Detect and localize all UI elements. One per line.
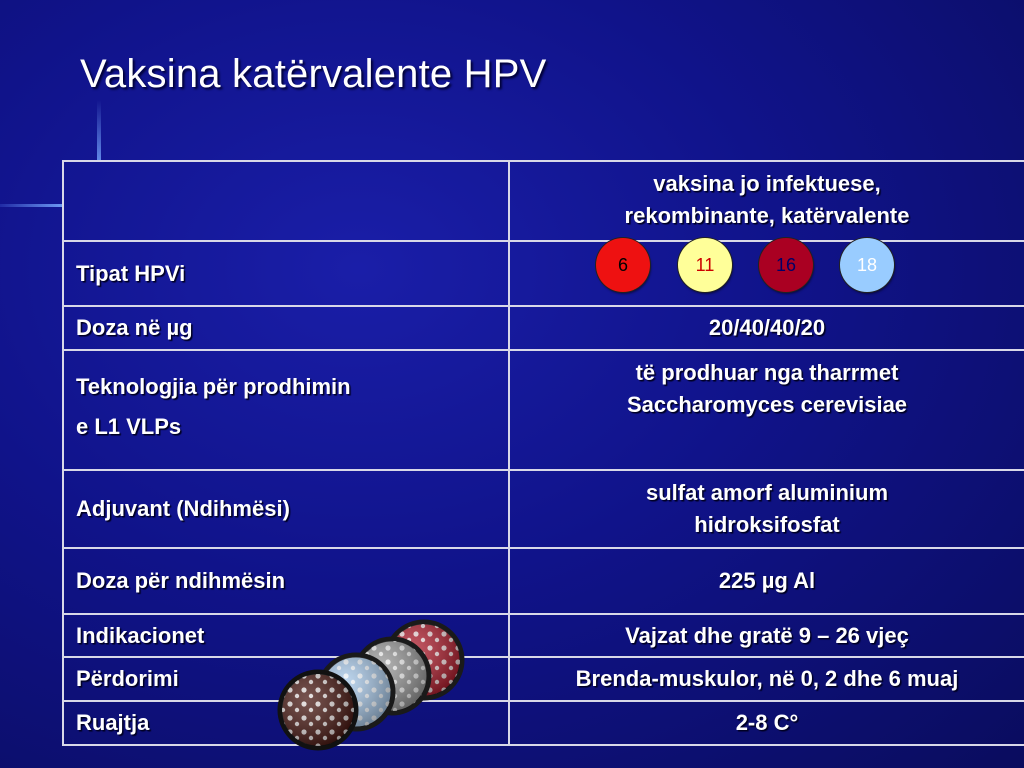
table-row [63, 548, 1024, 614]
table-row [63, 470, 1024, 548]
row-label-adjuvant: Adjuvant (Ndihmësi) [63, 470, 509, 548]
row-value-technology [509, 350, 1024, 470]
row-label-usage: Përdorimi [63, 657, 509, 701]
hpv-virus-particles-image [272, 616, 472, 756]
header-value-cell [509, 161, 1024, 241]
row-value-technology-line1: të prodhuar nga tharrmet [635, 360, 899, 385]
row-value-usage: Brenda-muskulor, në 0, 2 dhe 6 muaj [509, 657, 1024, 701]
table-row [63, 350, 1024, 470]
virus-particle-brown [280, 672, 356, 748]
table-row [63, 701, 1024, 745]
table-row [63, 306, 1024, 350]
hpv-type-11-badge: 11 [678, 238, 732, 292]
hpv-type-16-badge: 16 [759, 238, 813, 292]
row-label-adjuvant-dose: Doza për ndihmësin [63, 548, 509, 614]
table-row [63, 657, 1024, 701]
row-value-adjuvant [509, 470, 1024, 548]
row-value-dose: 20/40/40/20 [509, 306, 1024, 350]
row-value-adjuvant-dose: 225 µg Al [509, 548, 1024, 614]
slide-title: Vaksina katërvalente HPV [80, 52, 547, 96]
row-label-hpv-types: Tipat HPVi [63, 241, 509, 306]
header-label-cell [63, 161, 509, 241]
row-label-storage: Ruajtja [63, 701, 509, 745]
row-value-adjuvant-line2: hidroksifosfat [694, 512, 840, 537]
row-label-technology-line1: Teknologjia për prodhimin [76, 374, 351, 399]
header-value-line2: rekombinante, katërvalente [624, 203, 910, 228]
row-label-technology-line2: e L1 VLPs [76, 414, 182, 439]
table-row [63, 614, 1024, 657]
decorative-vertical-line [97, 100, 101, 162]
hpv-type-badges [596, 238, 898, 294]
table-row-header [63, 161, 1024, 241]
row-label-dose: Doza në µg [63, 306, 509, 350]
hpv-type-18-badge: 18 [840, 238, 894, 292]
row-value-indications: Vajzat dhe gratë 9 – 26 vjeç [509, 614, 1024, 657]
row-value-adjuvant-line1: sulfat amorf aluminium [645, 480, 889, 505]
decorative-horizontal-line [0, 204, 64, 207]
header-value-line1: vaksina jo infektuese, [653, 171, 881, 196]
row-value-technology-line2: Saccharomyces cerevisiae [626, 392, 908, 417]
row-label-indications: Indikacionet [63, 614, 509, 657]
row-value-storage: 2-8 C° [509, 701, 1024, 745]
hpv-type-6-badge: 6 [596, 238, 650, 292]
row-label-technology [63, 350, 509, 470]
